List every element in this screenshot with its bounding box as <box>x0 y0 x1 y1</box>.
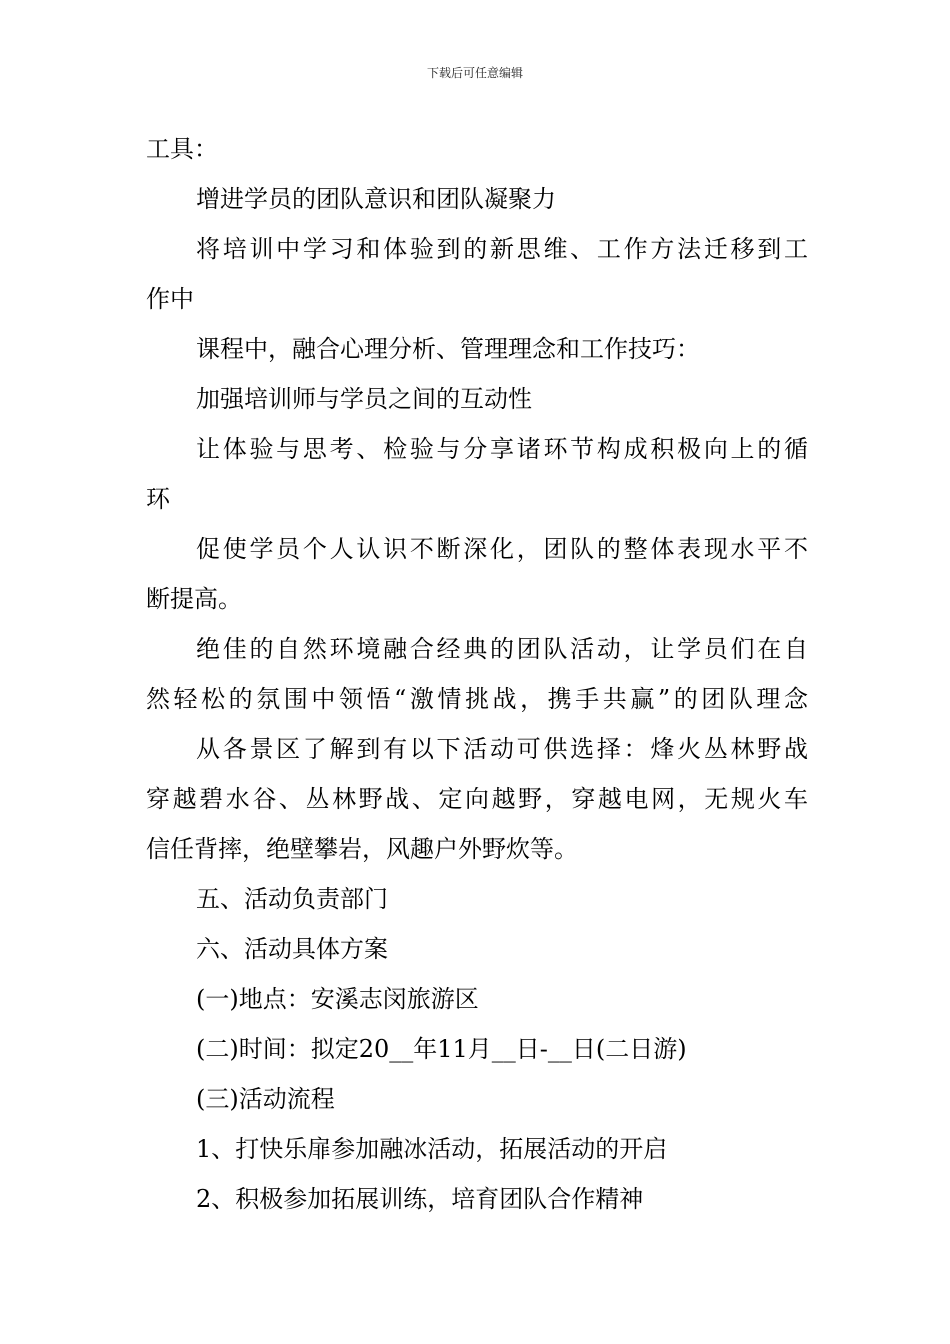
paragraph-line: 环 <box>146 485 170 513</box>
paragraph-line: 绝佳的自然环境融合经典的团队活动，让学员们在自 <box>196 635 808 663</box>
paragraph-line: 让体验与思考、检验与分享诸环节构成积极向上的循 <box>196 435 808 463</box>
paragraph-line: 2、积极参加拓展训练，培育团队合作精神 <box>196 1185 644 1213</box>
paragraph-line: 将培训中学习和体验到的新思维、工作方法迁移到工 <box>196 235 808 263</box>
paragraph-line: (二)时间：拟定20__年11月__日-__日(二日游) <box>196 1035 687 1063</box>
paragraph-line: 增进学员的团队意识和团队凝聚力 <box>196 185 556 213</box>
paragraph-line: 断提高。 <box>146 585 242 613</box>
paragraph-line: 课程中，融合心理分析、管理理念和工作技巧： <box>196 335 700 363</box>
paragraph-line: 信任背摔，绝壁攀岩，风趣户外野炊等。 <box>146 835 578 863</box>
paragraph-line: (一)地点：安溪志闵旅游区 <box>196 985 479 1013</box>
paragraph-line: 作中 <box>146 285 194 313</box>
paragraph-line: 加强培训师与学员之间的互动性 <box>196 385 532 413</box>
paragraph-line: 促使学员个人认识不断深化，团队的整体表现水平不 <box>196 535 808 563</box>
paragraph-line: 五、活动负责部门 <box>196 885 388 913</box>
paragraph-line: 从各景区了解到有以下活动可供选择：烽火丛林野战 <box>196 735 808 763</box>
paragraph-line: (三)活动流程 <box>196 1085 335 1113</box>
paragraph-line: 然轻松的氛围中领悟“激情挑战，携手共赢”的团队理念 <box>146 685 808 713</box>
page-header-note: 下载后可任意编辑 <box>426 66 523 80</box>
document-body <box>146 124 808 1224</box>
paragraph-line: 穿越碧水谷、丛林野战、定向越野，穿越电网，无规火车 <box>146 785 808 813</box>
paragraph-line: 工具： <box>146 135 218 163</box>
paragraph-line: 1、打快乐扉参加融冰活动，拓展活动的开启 <box>196 1135 668 1163</box>
paragraph-line: 六、活动具体方案 <box>196 935 388 963</box>
